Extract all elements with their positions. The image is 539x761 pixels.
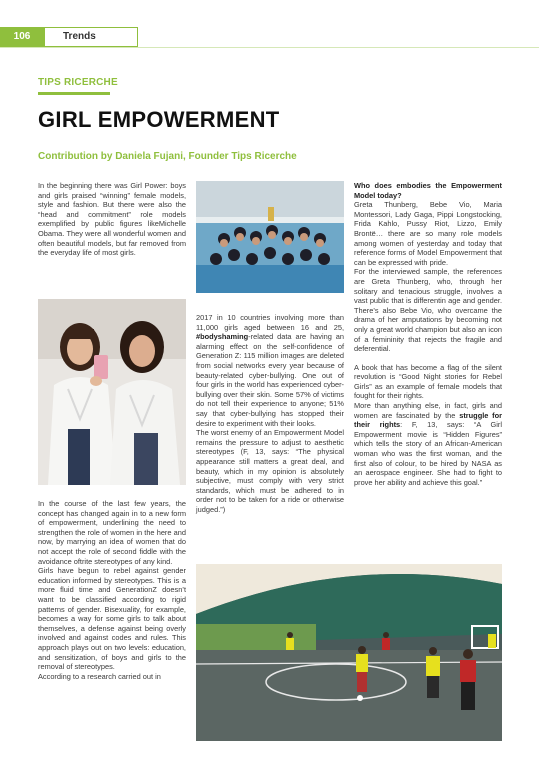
col1-intro — [38, 181, 186, 258]
col1-body — [38, 499, 186, 681]
col2-para-1 — [196, 313, 344, 428]
col3-question: Who does embodies the Empowerment Model today? — [354, 181, 502, 200]
struggle-emphasis: struggle for their rights — [354, 410, 503, 430]
col1-para-2: Girls have begun to rebel against gender education informed by stereotypes. This is a more fluid time and GenerationZ doesn’t want to be classified according to rigid patterns of gender. Bisexuality, for example, becomes a way for some girls to talk about themselves, a defense against being overly involved and against codes and rules. This approach plays out on two levels: education, and sensitization, of boys and girls to the removal of stereotypes. — [38, 566, 186, 672]
page-number: 106 — [0, 27, 44, 47]
col1-para-1: In the course of the last few years, the concept has changed again in to a new form of empowerment, underlining the need to strengthen the role of women in the here and now, by marrying an idea of women that do not accept the role of second fiddle with the avoidance oftrite stereotypes of any kind. — [38, 499, 186, 566]
two-girls-photo — [38, 299, 186, 485]
col3-para-3: A book that has become a flag of the silent revolution is “Good Night stories for Rebel Girls” as an example of female models that fought for their rights. — [354, 362, 502, 401]
col1-intro-text: In the beginning there was Girl Power: boys and girls praised “winning” female models, style and fashion. But there were also the “head and commitment” role models exemplified by public figures likeMichelle Obama. They were all wonderful women and often beautiful models, but far removed from the everyday life of most girls. — [38, 181, 186, 258]
contribution-line: Contribution by Daniela Fujani, Founder Tips Ricerche — [38, 151, 297, 162]
col2-para-2: The worst enemy of an Empowerment Model remains the pressure to adjust to aesthetic stereotypes (F, 13, says: “The physical appearance still matters a great deal, and beauty, which in my opinion is absolutely subjective, must comply with very strict standards, which must be adhered to in order not to be taken for a ride or otherwise judged.”) — [196, 428, 344, 514]
water-polo-team-photo — [196, 181, 344, 293]
col3-para-4-start: More than anything else, in fact, girls and women are fascinated by the — [354, 401, 502, 420]
col2-body — [196, 313, 344, 514]
article-title: GIRL EMPOWERMENT — [38, 107, 280, 132]
section-tab: Trends — [44, 27, 138, 47]
indoor-football-photo — [196, 564, 502, 741]
bodyshaming-hashtag: #bodyshaming — [196, 332, 249, 342]
col3-para-4-end: : F, 13, says: “A Girl Empowerment movie is “Hidden Figures” which tells the story of an African-American woman who was the first woman, and the first also of colour, to be hired by NASA as an aerospace engineer. She had to fight to prove her ability and achieve this goal.” — [354, 420, 502, 487]
col3-para-2: For the interviewed sample, the references are Greta Thunberg, who, through her solitary and tenacious struggle, involves a vast public that is differentin age and gender. There’s also Bebe Vio, who overcame the drama of her amputations by becoming not only a great world champion but also an icon of a femininity that rejects the fragile and deferential. — [354, 267, 502, 354]
col2-para-1-start: 2017 in 10 countries involving more than 11,000 girls aged between 16 and 25, — [196, 313, 344, 332]
col1-para-3: According to a research carried out in — [38, 671, 161, 681]
col3-para-1: Greta Thunberg, Bebe Vio, Maria Montessori, Lady Gaga, Pippi Longstocking, Frida Kahlo, Pussy Riot, Lizzo, Emily Brontë… there are so many role models among women of yesterday and today that reference forms of Model Empowerment that can be expressed with pride. — [354, 200, 502, 267]
col2-para-1-end: -related data are having an alarming effect on the self-confidence of Generation Z: 115 million images are deleted from social networks every year because of beauty-related cyber-bullying. One out of four girls in the world has experienced cyber-bullying over their skin. Some 57% of victims do not tell their experience to anyone; 51% say that cyber-bullying has stopped their desire to experiment with their looks. — [196, 332, 344, 428]
header-divider — [0, 47, 539, 48]
col3-para-4 — [354, 401, 502, 487]
col3-body — [354, 181, 502, 487]
kicker-underline — [38, 92, 110, 95]
kicker: TIPS RICERCHE — [38, 77, 118, 88]
